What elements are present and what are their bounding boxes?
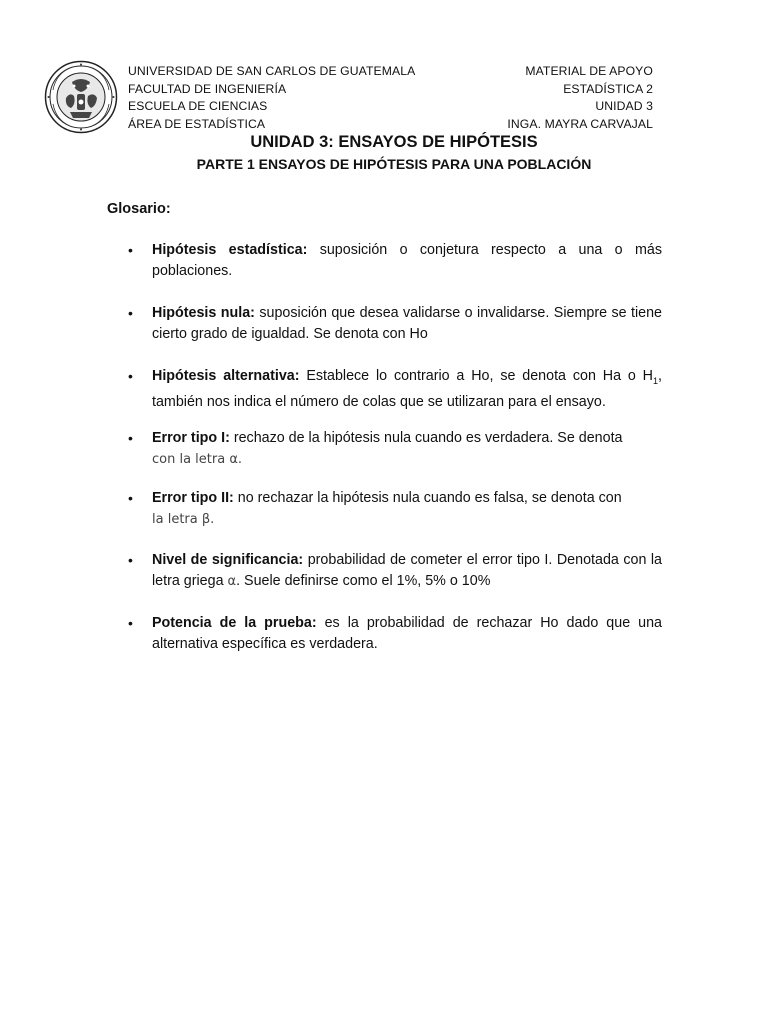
header-area: ÁREA DE ESTADÍSTICA [128, 116, 266, 131]
header-course: ESTADÍSTICA 2 [563, 81, 653, 96]
glossary-term: Nivel de significancia: [152, 552, 304, 568]
glossary-definition: suposición que desea validarse o invalidarse. Siempre se tiene cierto grado de igualdad. Se denota con Ho [152, 305, 662, 342]
bullet-icon: • [128, 430, 133, 446]
glossary-term: Error tipo I: [152, 430, 230, 446]
glossary-heading: Glosario: [107, 201, 171, 217]
glossary-definition-cont: la letra β. [152, 512, 215, 527]
glossary-term: Error tipo II: [152, 490, 234, 506]
header-faculty: FACULTAD DE INGENIERÍA [128, 81, 287, 96]
bullet-icon: • [128, 490, 133, 506]
glossary-definition: no rechazar la hipótesis nula cuando es falsa, se denota con [237, 490, 622, 506]
glossary-definition: es la probabilidad de rechazar Ho dado que una alternativa específica es verdadera. [152, 615, 662, 652]
list-item [128, 303, 662, 345]
glossary-term: Hipótesis alternativa: [152, 368, 300, 384]
header-course-block [507, 63, 653, 133]
glossary-definition: probabilidad de cometer el error tipo I. Denotada con la letra griega [152, 552, 663, 589]
bullet-icon: • [128, 305, 133, 321]
glossary-term: Hipótesis nula: [152, 305, 255, 321]
header-university: UNIVERSIDAD DE SAN CARLOS DE GUATEMALA [128, 64, 416, 78]
header-school: ESCUELA DE CIENCIAS [128, 99, 268, 114]
glossary-term: Hipótesis estadística: [152, 242, 308, 258]
glossary-definition: suposición o conjetura respecto a una o más poblaciones. [152, 242, 662, 279]
glossary-definition: rechazo de la hipótesis nula cuando es verdadera. Se denota [233, 430, 623, 446]
subscript: 1 [653, 375, 659, 386]
header-author: INGA. MAYRA CARVAJAL [507, 116, 653, 131]
document-subtitle: PARTE 1 ENSAYOS DE HIPÓTESIS PARA UNA POBLACIÓN [196, 156, 592, 172]
list-item [128, 428, 662, 470]
list-item [128, 613, 662, 655]
list-item [128, 550, 662, 592]
glossary-definition-cont: , también nos indica el número de colas que se utilizaran para el ensayo. [152, 368, 662, 410]
header-institution-block [128, 63, 415, 133]
bullet-icon: • [128, 615, 133, 631]
alpha-symbol: α [227, 574, 237, 589]
glossary-term: Potencia de la prueba: [152, 615, 317, 631]
list-item [128, 488, 662, 530]
header-unit: UNIDAD 3 [595, 99, 653, 114]
glossary-definition: Establece lo contrario a Ho, se denota con Ha o H [306, 368, 653, 384]
glossary-definition-cont: . Suele definirse como el 1%, 5% o 10% [236, 573, 491, 589]
header-material: MATERIAL DE APOYO [525, 64, 653, 78]
list-item [128, 366, 662, 413]
bullet-icon: • [128, 242, 133, 258]
bullet-icon: • [128, 368, 133, 384]
glossary-definition-cont: con la letra α. [152, 452, 243, 467]
university-seal-logo [44, 60, 118, 134]
document-title: UNIDAD 3: ENSAYOS DE HIPÓTESIS [250, 133, 538, 151]
bullet-icon: • [128, 552, 133, 568]
list-item [128, 240, 662, 282]
